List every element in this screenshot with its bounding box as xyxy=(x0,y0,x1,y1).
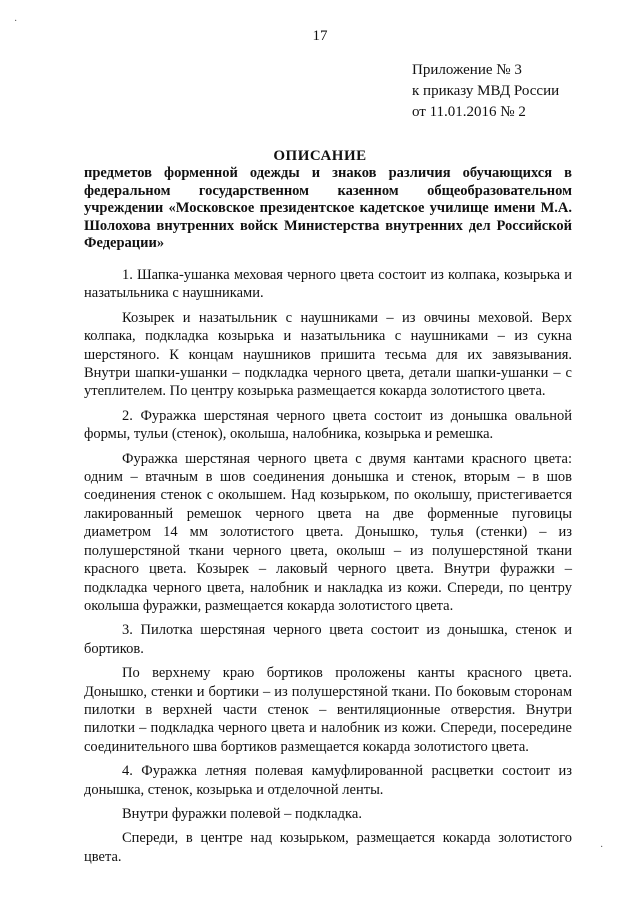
paragraph: 3. Пилотка шерстяная черного цвета состоит из донышка, стенок и бортиков. xyxy=(84,622,572,657)
paragraph: 2. Фуражка шерстяная черного цвета состоит из донышка овальной формы, тульи (стенок), околыша, налобника, козырька и ремешка. xyxy=(84,407,572,443)
scan-speck: · xyxy=(14,16,18,27)
paragraph: 4. Фуражка летняя полевая камуфлированной расцветки состоит из донышка, стенок, козырька и отделочной ленты. xyxy=(84,763,572,798)
appendix-line: от 11.01.2016 № 2 xyxy=(412,104,526,120)
paragraph: 1. Шапка-ушанка меховая черного цвета состоит из колпака, козырька и назатыльника с наушниками. xyxy=(84,267,572,302)
paragraph: Спереди, в центре над козырьком, размещается кокарда золотистого цвета. xyxy=(84,830,572,865)
page-number: 17 xyxy=(312,28,328,44)
document-title: ОПИСАНИЕ xyxy=(273,148,367,164)
document-subtitle: предметов форменной одежды и знаков различия обучающихся в федеральном государственном казенном общеобразовательном учреждении «Московское президентское кадетское училище имени М.А. Шолохова внутренних войск Министерства внутренних дел Российской Федерации» xyxy=(84,165,572,252)
appendix-line: к приказу МВД России xyxy=(412,83,560,99)
paragraph: Козырек и назатыльник с наушниками – из овчины меховой. Верх колпака, подкладка козырька и назатыльника с наушниками – из сукна шерстяного. К концам наушников пришита тесьма для их завязывания. Внутри шапки-ушанки – подкладка черного цвета, детали шапки-ушанки – с утеплителем. По центру козырька размещается кокарда золотистого цвета. xyxy=(84,309,572,400)
paragraph: Внутри фуражки полевой – подкладка. xyxy=(122,805,362,822)
appendix-line: Приложение № 3 xyxy=(412,62,522,78)
paragraph: По верхнему краю бортиков проложены канты красного цвета. Донышко, стенки и бортики – из полушерстяной ткани. По боковым сторонам пилотки в верхней части стенок – вентиляционные отверстия. Внутри пилотки – подкладка черного цвета и налобник из кожи. Спереди, посередине соединительного шва бортиков размещается кокарда золотистого цвета. xyxy=(84,665,572,755)
document-body xyxy=(84,266,572,872)
scan-speck: · xyxy=(600,842,604,853)
appendix-header xyxy=(412,60,559,123)
paragraph: Фуражка шерстяная черного цвета с двумя кантами красного цвета: одним – втачным в шов соединения донышка и стенок, вторым – в шов соединения стенок с околышем. Над козырьком, по околышу, пристегивается лакированный ремешок черного цвета на две форменные пуговицы диаметром 14 мм золотистого цвета. Донышко, тулья (стенки) – из полушерстяной ткани черного цвета, околыш – из полушерстяной ткани красного цвета. Козырек – лаковый черного цвета. Внутри фуражки – подкладка черного цвета, налобник и накладка из кожи. Спереди, по центру околыша фуражки, размещается кокарда золотистого цвета. xyxy=(84,450,572,614)
